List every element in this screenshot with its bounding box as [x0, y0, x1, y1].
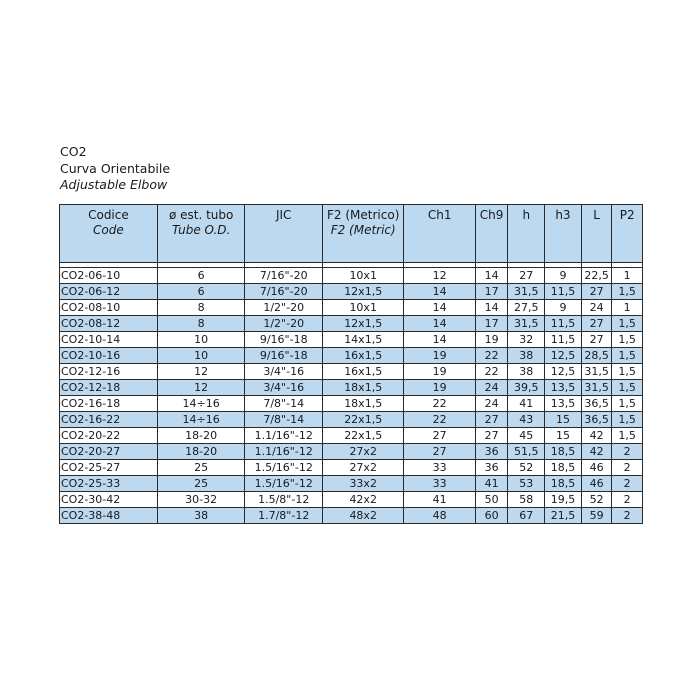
code-cell: CO2-10-16	[60, 348, 158, 364]
table-cell: 7/8"-14	[245, 396, 322, 412]
header-row	[60, 205, 643, 263]
table-row	[60, 268, 643, 284]
table-row	[60, 412, 643, 428]
table-cell: 42	[581, 444, 612, 460]
code-cell: CO2-06-12	[60, 284, 158, 300]
table-cell: 22,5	[581, 268, 612, 284]
table-cell: 2	[612, 492, 643, 508]
column-header	[157, 205, 245, 263]
table-row	[60, 396, 643, 412]
table-cell: 41	[508, 396, 545, 412]
table-cell: 39,5	[508, 380, 545, 396]
table-cell: 48x2	[322, 508, 404, 524]
table-cell: 18,5	[545, 444, 582, 460]
table-cell: 14÷16	[157, 396, 245, 412]
table-cell: 12	[157, 364, 245, 380]
table-cell: 21,5	[545, 508, 582, 524]
table-row	[60, 444, 643, 460]
table-cell: 24	[475, 380, 508, 396]
table-cell: 46	[581, 460, 612, 476]
column-header-label: F2 (Metrico)	[327, 208, 400, 222]
table-cell: 10	[157, 348, 245, 364]
column-header	[475, 205, 508, 263]
table-cell: 11,5	[545, 316, 582, 332]
table-cell: 1,5	[612, 348, 643, 364]
column-header-label: L	[593, 208, 600, 222]
table-cell: 60	[475, 508, 508, 524]
table-cell: 1.5/16"-12	[245, 476, 322, 492]
spec-table-header	[60, 205, 643, 263]
column-header-label: h	[522, 208, 531, 222]
table-cell: 8	[157, 316, 245, 332]
code-cell: CO2-12-16	[60, 364, 158, 380]
column-header	[404, 205, 475, 263]
code-cell: CO2-20-22	[60, 428, 158, 444]
table-cell: 12	[157, 380, 245, 396]
column-header	[322, 205, 404, 263]
column-header-label: ø est. tubo	[168, 208, 234, 222]
table-cell: 14	[475, 300, 508, 316]
table-cell: 13,5	[545, 396, 582, 412]
table-cell: 27	[581, 316, 612, 332]
table-cell: 25	[157, 460, 245, 476]
table-cell: 12x1,5	[322, 284, 404, 300]
table-cell: 18x1,5	[322, 380, 404, 396]
table-cell: 1,5	[612, 428, 643, 444]
table-cell: 22x1,5	[322, 412, 404, 428]
table-cell: 3/4"-16	[245, 380, 322, 396]
table-row	[60, 476, 643, 492]
table-cell: 19,5	[545, 492, 582, 508]
spec-table	[59, 204, 643, 524]
table-cell: 1,5	[612, 364, 643, 380]
code-cell: CO2-20-27	[60, 444, 158, 460]
table-cell: 27x2	[322, 460, 404, 476]
table-cell: 6	[157, 268, 245, 284]
table-cell: 2	[612, 460, 643, 476]
table-cell: 13,5	[545, 380, 582, 396]
table-cell: 16x1,5	[322, 364, 404, 380]
table-cell: 2	[612, 508, 643, 524]
table-row	[60, 284, 643, 300]
column-header-label: Ch1	[427, 208, 452, 222]
column-header-label-english: Tube O.D.	[171, 223, 231, 237]
table-cell: 38	[157, 508, 245, 524]
table-cell: 1.7/8"-12	[245, 508, 322, 524]
table-cell: 27	[508, 268, 545, 284]
table-cell: 27	[581, 332, 612, 348]
table-cell: 42	[581, 428, 612, 444]
column-header	[508, 205, 545, 263]
table-cell: 2	[612, 476, 643, 492]
column-header-label: JIC	[275, 208, 292, 222]
table-cell: 11,5	[545, 332, 582, 348]
table-row	[60, 364, 643, 380]
table-cell: 12x1,5	[322, 316, 404, 332]
table-cell: 1,5	[612, 396, 643, 412]
table-cell: 3/4"-16	[245, 364, 322, 380]
table-row	[60, 380, 643, 396]
table-cell: 31,5	[581, 364, 612, 380]
table-cell: 27	[404, 444, 475, 460]
table-cell: 67	[508, 508, 545, 524]
table-cell: 1	[612, 268, 643, 284]
table-cell: 41	[475, 476, 508, 492]
table-cell: 11,5	[545, 284, 582, 300]
table-cell: 15	[545, 412, 582, 428]
table-cell: 7/8"-14	[245, 412, 322, 428]
table-row	[60, 428, 643, 444]
table-cell: 18,5	[545, 476, 582, 492]
table-cell: 22x1,5	[322, 428, 404, 444]
table-row	[60, 332, 643, 348]
column-header	[545, 205, 582, 263]
table-cell: 27	[581, 284, 612, 300]
code-cell: CO2-08-12	[60, 316, 158, 332]
table-cell: 24	[581, 300, 612, 316]
table-cell: 10x1	[322, 300, 404, 316]
table-cell: 45	[508, 428, 545, 444]
table-cell: 7/16"-20	[245, 268, 322, 284]
table-cell: 18x1,5	[322, 396, 404, 412]
product-name-italian: Curva Orientabile	[60, 160, 171, 176]
table-cell: 58	[508, 492, 545, 508]
table-cell: 19	[475, 332, 508, 348]
table-cell: 1,5	[612, 316, 643, 332]
table-cell: 50	[475, 492, 508, 508]
product-code-title: CO2	[60, 144, 87, 159]
table-row	[60, 508, 643, 524]
table-cell: 22	[404, 396, 475, 412]
table-cell: 46	[581, 476, 612, 492]
table-cell: 52	[581, 492, 612, 508]
column-header	[612, 205, 643, 263]
table-cell: 9/16"-18	[245, 332, 322, 348]
table-cell: 16x1,5	[322, 348, 404, 364]
table-cell: 17	[475, 284, 508, 300]
table-cell: 18,5	[545, 460, 582, 476]
table-cell: 33x2	[322, 476, 404, 492]
table-cell: 12	[404, 268, 475, 284]
table-cell: 27,5	[508, 300, 545, 316]
table-cell: 12,5	[545, 364, 582, 380]
table-cell: 36,5	[581, 396, 612, 412]
code-cell: CO2-16-18	[60, 396, 158, 412]
table-cell: 14÷16	[157, 412, 245, 428]
table-cell: 1,5	[612, 332, 643, 348]
table-cell: 1/2"-20	[245, 300, 322, 316]
column-header-label: P2	[619, 208, 635, 222]
table-cell: 14	[404, 300, 475, 316]
table-cell: 12,5	[545, 348, 582, 364]
table-cell: 22	[475, 364, 508, 380]
table-cell: 41	[404, 492, 475, 508]
table-cell: 25	[157, 476, 245, 492]
table-cell: 1/2"-20	[245, 316, 322, 332]
table-cell: 22	[404, 412, 475, 428]
table-cell: 27	[404, 428, 475, 444]
table-cell: 24	[475, 396, 508, 412]
code-cell: CO2-06-10	[60, 268, 158, 284]
code-cell: CO2-38-48	[60, 508, 158, 524]
table-cell: 59	[581, 508, 612, 524]
column-header	[245, 205, 322, 263]
code-cell: CO2-30-42	[60, 492, 158, 508]
table-cell: 42x2	[322, 492, 404, 508]
table-cell: 1,5	[612, 380, 643, 396]
table-cell: 17	[475, 316, 508, 332]
table-row	[60, 316, 643, 332]
table-cell: 1.1/16"-12	[245, 444, 322, 460]
table-cell: 1,5	[612, 284, 643, 300]
column-header	[60, 205, 158, 263]
table-cell: 14	[404, 332, 475, 348]
spec-table-body	[60, 263, 643, 524]
table-cell: 1,5	[612, 412, 643, 428]
table-cell: 1.5/8"-12	[245, 492, 322, 508]
table-row	[60, 300, 643, 316]
code-cell: CO2-12-18	[60, 380, 158, 396]
table-row	[60, 348, 643, 364]
column-header-label: Codice	[88, 208, 129, 222]
table-cell: 18-20	[157, 428, 245, 444]
column-header-label: Ch9	[479, 208, 504, 222]
code-cell: CO2-10-14	[60, 332, 158, 348]
table-row	[60, 460, 643, 476]
code-cell: CO2-25-27	[60, 460, 158, 476]
table-cell: 19	[404, 364, 475, 380]
column-header-label-english: F2 (Metric)	[330, 223, 396, 237]
column-header	[581, 205, 612, 263]
code-cell: CO2-08-10	[60, 300, 158, 316]
table-cell: 14	[475, 268, 508, 284]
table-cell: 27x2	[322, 444, 404, 460]
table-cell: 31,5	[508, 316, 545, 332]
table-cell: 19	[404, 380, 475, 396]
table-cell: 8	[157, 300, 245, 316]
table-cell: 1.5/16"-12	[245, 460, 322, 476]
table-cell: 51,5	[508, 444, 545, 460]
table-cell: 31,5	[581, 380, 612, 396]
product-name-english: Adjustable Elbow	[60, 177, 168, 192]
table-cell: 33	[404, 476, 475, 492]
title-block	[60, 144, 170, 194]
table-cell: 1	[612, 300, 643, 316]
column-header-label-english: Code	[93, 223, 124, 237]
table-cell: 28,5	[581, 348, 612, 364]
table-cell: 19	[404, 348, 475, 364]
table-cell: 18-20	[157, 444, 245, 460]
table-cell: 10	[157, 332, 245, 348]
table-cell: 52	[508, 460, 545, 476]
table-cell: 27	[475, 428, 508, 444]
table-cell: 6	[157, 284, 245, 300]
table-cell: 9/16"-18	[245, 348, 322, 364]
table-row	[60, 492, 643, 508]
table-cell: 10x1	[322, 268, 404, 284]
table-cell: 32	[508, 332, 545, 348]
table-cell: 48	[404, 508, 475, 524]
table-cell: 9	[545, 300, 582, 316]
table-cell: 36,5	[581, 412, 612, 428]
table-cell: 38	[508, 348, 545, 364]
table-cell: 53	[508, 476, 545, 492]
table-cell: 30-32	[157, 492, 245, 508]
table-cell: 33	[404, 460, 475, 476]
code-cell: CO2-16-22	[60, 412, 158, 428]
table-cell: 7/16"-20	[245, 284, 322, 300]
table-cell: 9	[545, 268, 582, 284]
column-header-label: h3	[555, 208, 571, 222]
table-cell: 31,5	[508, 284, 545, 300]
table-cell: 14	[404, 316, 475, 332]
table-cell: 14x1,5	[322, 332, 404, 348]
table-cell: 27	[475, 412, 508, 428]
table-cell: 22	[475, 348, 508, 364]
table-cell: 43	[508, 412, 545, 428]
table-cell: 2	[612, 444, 643, 460]
table-cell: 15	[545, 428, 582, 444]
table-cell: 36	[475, 444, 508, 460]
table-cell: 38	[508, 364, 545, 380]
table-cell: 1.1/16"-12	[245, 428, 322, 444]
code-cell: CO2-25-33	[60, 476, 158, 492]
table-cell: 36	[475, 460, 508, 476]
table-cell: 14	[404, 284, 475, 300]
